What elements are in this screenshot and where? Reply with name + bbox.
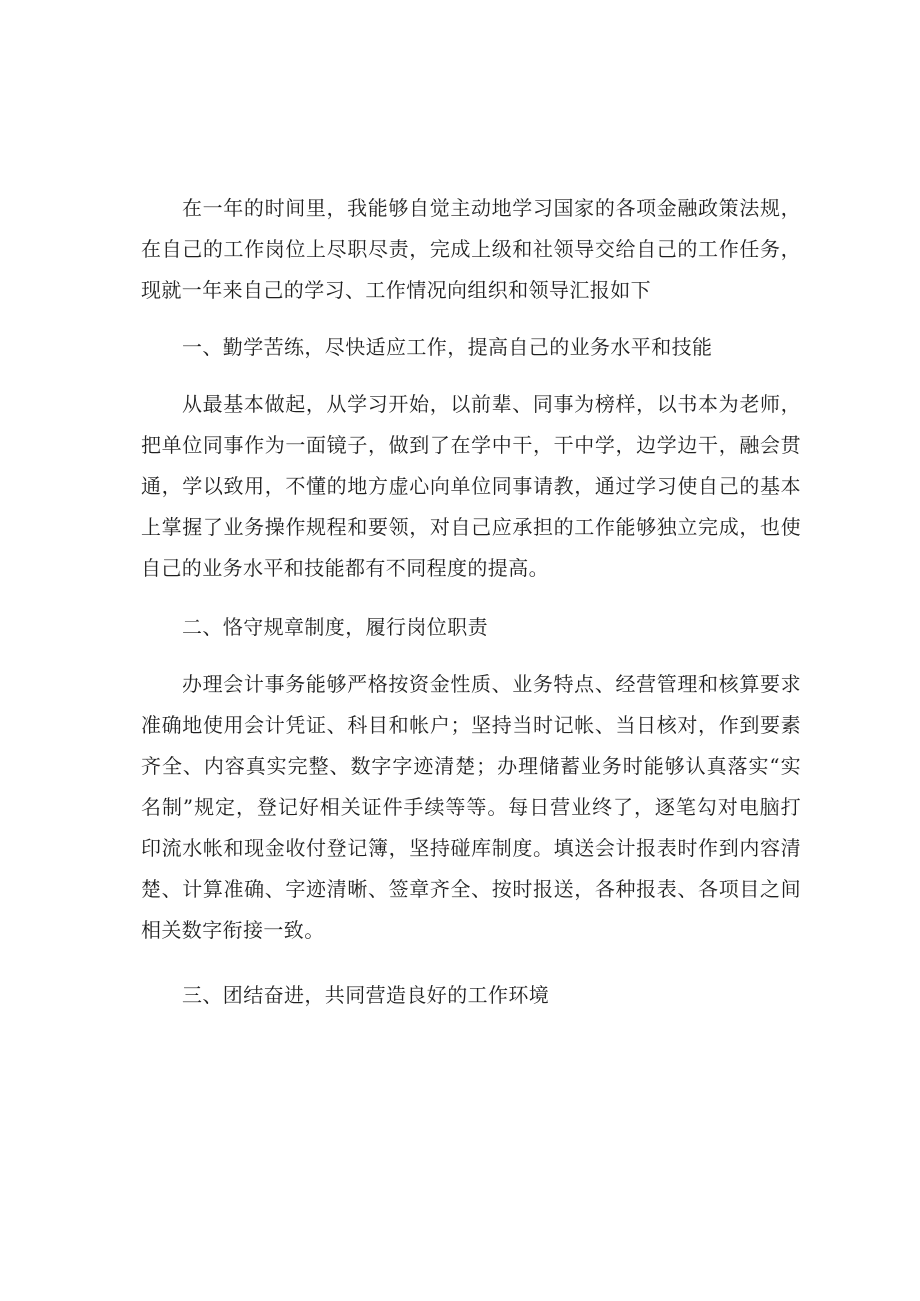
- spacer: [141, 648, 801, 664]
- spacer: [141, 311, 801, 327]
- section-2-heading: 二、恪守规章制度，履行岗位职责: [182, 615, 488, 639]
- section-1-body: 从最基本做起，从学习开始，以前辈、同事为榜样，以书本为老师，把单位同事作为一面镜子，做到了在学中干，干中学，边学边干，融会贯通，学以致用，不懂的地方虚心向单位同事请教，通过学习使自己的基本上掌握了业务操作规程和要领，对自己应承担的工作能够独立完成，也使自己的业务水平和技能都有不同程度的提高。: [141, 392, 801, 580]
- intro-paragraph: 在一年的时间里，我能够自觉主动地学习国家的各项金融政策法规，在自己的工作岗位上尽职尽责，完成上级和社领导交给自己的工作任务，现就一年来自己的学习、工作情况向组织和领导汇报如下: [141, 196, 801, 302]
- section-2-body: 办理会计事务能够严格按资金性质、业务特点、经营管理和核算要求准确地使用会计凭证、科目和帐户；坚持当时记帐、当日核对，作到要素齐全、内容真实完整、数字字迹清楚；办理储蓄业务时能够认真落实“实名制”规定，登记好相关证件手续等等。每日营业终了，逐笔勾对电脑打印流水帐和现金收付登记簿，坚持碰库制度。填送会计报表时作到内容清楚、计算准确、字迹清晰、签章齐全、按时报送，各种报表、各项目之间相关数字衔接一致。: [141, 672, 801, 942]
- spacer: [141, 589, 801, 607]
- spacer: [141, 951, 801, 975]
- document-body: [141, 188, 801, 1016]
- spacer: [141, 368, 801, 384]
- section-3-heading: 三、团结奋进，共同营造良好的工作环境: [182, 983, 550, 1007]
- section-1-heading: 一、勤学苦练，尽快适应工作，提高自己的业务水平和技能: [182, 335, 713, 359]
